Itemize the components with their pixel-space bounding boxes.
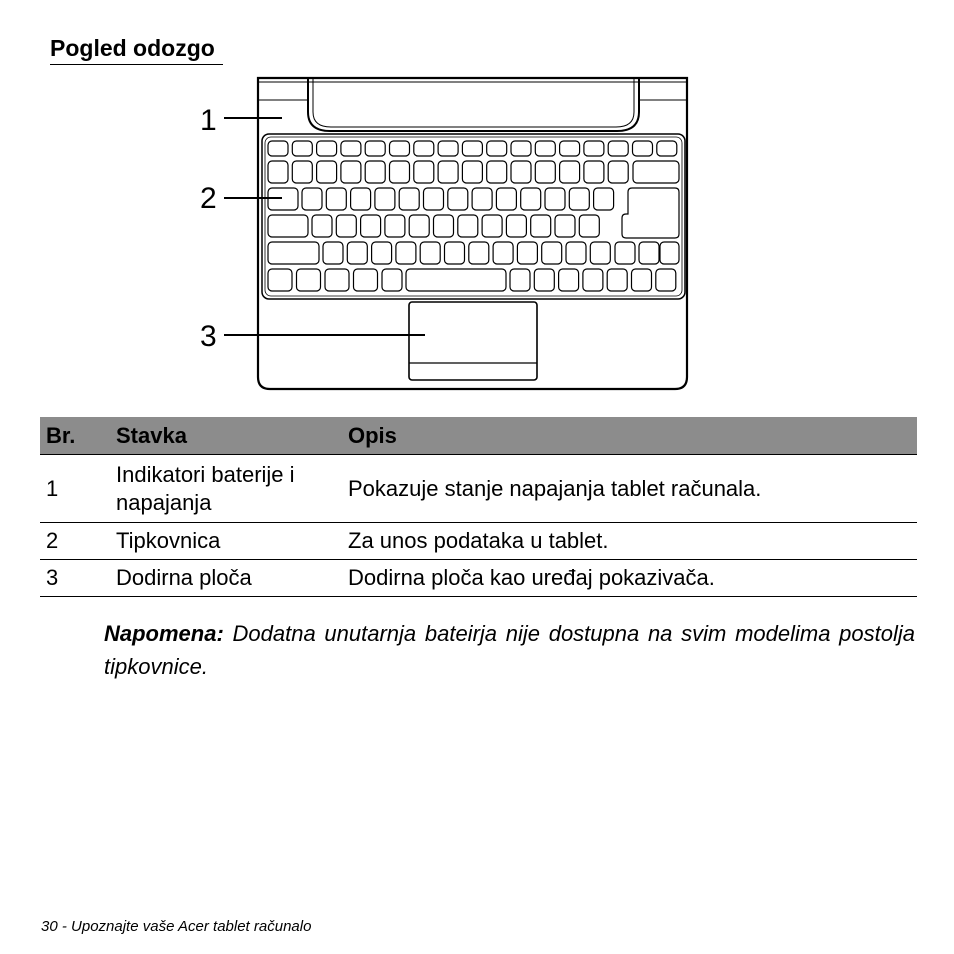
keyboard-key <box>365 141 385 156</box>
keyboard-key <box>535 141 555 156</box>
keyboard-key <box>660 242 679 264</box>
keyboard-key <box>594 188 614 210</box>
keyboard-key <box>566 242 586 264</box>
keyboard-key <box>511 161 531 183</box>
header-description: Opis <box>342 417 917 455</box>
table-row <box>40 560 917 597</box>
keyboard-key <box>608 161 628 183</box>
keyboard-key <box>292 141 312 156</box>
keyboard-key <box>385 215 405 237</box>
keyboard-key <box>297 269 321 291</box>
keyboard-key <box>633 141 653 156</box>
keyboard-key <box>510 269 530 291</box>
keyboard-key <box>487 161 507 183</box>
row-description: Pokazuje stanje napajanja tablet računala. <box>342 455 917 523</box>
keyboard-key <box>325 269 349 291</box>
keyboard-key <box>409 215 429 237</box>
keyboard-key <box>336 215 356 237</box>
keyboard-key <box>268 242 319 264</box>
keyboard-key <box>312 215 332 237</box>
keyboard-key <box>361 215 381 237</box>
keyboard-key <box>615 242 635 264</box>
keyboard-key <box>469 242 489 264</box>
keyboard-key <box>545 188 565 210</box>
keyboard-key <box>424 188 444 210</box>
keyboard-key <box>584 161 604 183</box>
keyboard-key <box>487 141 507 156</box>
keyboard-key <box>406 269 506 291</box>
row-description: Za unos podataka u tablet. <box>342 523 917 560</box>
keyboard-key <box>323 242 343 264</box>
row-number: 3 <box>40 560 110 597</box>
keyboard-key <box>351 188 371 210</box>
keyboard-key <box>521 188 541 210</box>
note-paragraph <box>104 617 915 683</box>
keyboard-key <box>341 141 361 156</box>
keyboard-key <box>584 141 604 156</box>
note-label: Napomena: <box>104 621 224 646</box>
keyboard-key <box>482 215 502 237</box>
parts-table <box>40 417 917 597</box>
keyboard-key <box>607 269 627 291</box>
table-row <box>40 523 917 560</box>
dock-chassis <box>258 78 687 389</box>
table-header-row <box>40 417 917 455</box>
keyboard-key <box>390 161 410 183</box>
row-item: Dodirna ploča <box>110 560 342 597</box>
table-row <box>40 455 917 523</box>
keyboard-key <box>506 215 526 237</box>
keyboard-key <box>534 269 554 291</box>
keyboard-key <box>341 161 361 183</box>
keyboard-key <box>462 141 482 156</box>
note-text: Dodatna unutarnja bateirja nije dostupna na svim modelima postolja tipkovnice. <box>104 621 915 679</box>
keyboard-key <box>390 141 410 156</box>
keyboard-key <box>472 188 492 210</box>
keyboard-key <box>414 161 434 183</box>
keyboard-key <box>292 161 312 183</box>
keyboard-key <box>496 188 516 210</box>
keyboard-key <box>268 215 308 237</box>
keyboard-key <box>656 269 676 291</box>
keyboard-key <box>414 141 434 156</box>
keyboard-key <box>639 242 659 264</box>
page-footer: 30 - Upoznajte vaše Acer tablet računalo <box>41 918 312 935</box>
callout-1: 1 <box>200 104 217 137</box>
keyboard-key <box>302 188 322 210</box>
row-number: 2 <box>40 523 110 560</box>
keyboard-key <box>448 188 468 210</box>
keyboard-keys <box>268 141 679 291</box>
hinge-slot <box>308 78 639 131</box>
keyboard-key <box>396 242 416 264</box>
enter-key <box>622 188 679 238</box>
keyboard-key <box>559 269 579 291</box>
header-item: Stavka <box>110 417 342 455</box>
keyboard-key <box>542 242 562 264</box>
keyboard-key <box>535 161 555 183</box>
keyboard-key <box>560 141 580 156</box>
keyboard-key <box>372 242 392 264</box>
keyboard-key <box>560 161 580 183</box>
keyboard-key <box>445 242 465 264</box>
keyboard-key <box>517 242 537 264</box>
keyboard-key <box>555 215 575 237</box>
keyboard-key <box>354 269 378 291</box>
keyboard-key <box>326 188 346 210</box>
keyboard-key <box>462 161 482 183</box>
keyboard-key <box>608 141 628 156</box>
row-description: Dodirna ploča kao uređaj pokazivača. <box>342 560 917 597</box>
keyboard-key <box>590 242 610 264</box>
keyboard-key <box>583 269 603 291</box>
keyboard-key <box>657 141 677 156</box>
row-item: Tipkovnica <box>110 523 342 560</box>
keyboard-key <box>531 215 551 237</box>
keyboard-key <box>382 269 402 291</box>
keyboard-key <box>438 161 458 183</box>
keyboard-key <box>632 269 652 291</box>
keyboard-key <box>438 141 458 156</box>
callout-2: 2 <box>200 182 217 215</box>
page-heading: Pogled odozgo <box>50 34 223 65</box>
callout-3: 3 <box>200 320 217 353</box>
keyboard-key <box>375 188 395 210</box>
keyboard-key <box>420 242 440 264</box>
keyboard-key <box>268 161 288 183</box>
keyboard-key <box>569 188 589 210</box>
keyboard-key <box>365 161 385 183</box>
keyboard-key <box>511 141 531 156</box>
keyboard-key <box>268 141 288 156</box>
keyboard-key <box>317 161 337 183</box>
keyboard-key <box>633 161 679 183</box>
row-item: Indikatori baterije i napajanja <box>110 455 342 523</box>
keyboard-key <box>579 215 599 237</box>
keyboard-dock-drawing <box>190 72 700 397</box>
keyboard-key <box>493 242 513 264</box>
keyboard-key <box>399 188 419 210</box>
keyboard-key <box>268 269 292 291</box>
keyboard-key <box>434 215 454 237</box>
keyboard-dock-top-view-illustration <box>190 72 700 397</box>
keyboard-key <box>317 141 337 156</box>
header-number: Br. <box>40 417 110 455</box>
touchpad <box>409 302 537 380</box>
keyboard-key <box>347 242 367 264</box>
row-number: 1 <box>40 455 110 523</box>
keyboard-key <box>458 215 478 237</box>
